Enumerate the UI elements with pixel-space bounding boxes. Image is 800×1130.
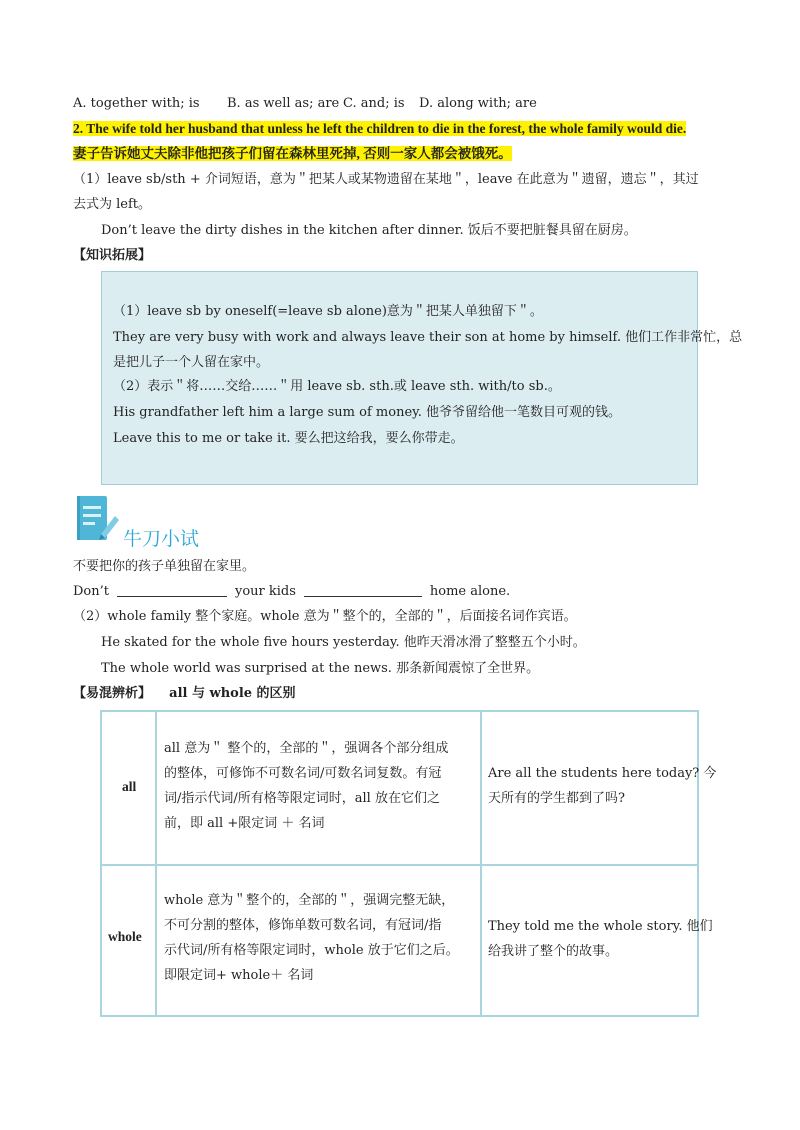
option-b: B. as well as; are <box>227 96 340 111</box>
expand-line-6: Leave this to me or take it. 要么把这给我，要么你带走。 <box>113 431 464 446</box>
option-d: D. along with; are <box>419 96 537 111</box>
fill-text-mid: your kids <box>234 584 296 599</box>
expand-line-5: His grandfather left him a large sum of money. 他爷爷留给他一笔数目可观的钱。 <box>113 405 622 420</box>
row-example-all: Are all the students here today? 今 天所有的学生都到了吗? <box>488 766 717 806</box>
option-a: A. together with; is <box>73 96 200 111</box>
point-2-example-1: He skated for the whole five hours yesterday. 他昨天滑冰滑了整整五个小时。 <box>101 635 586 650</box>
expand-line-1: （1）leave sb by oneself(=leave sb alone)意为＂把某人单独留下＂。 <box>113 304 543 319</box>
point-1-line-1: （1）leave sb/sth + 介词短语，意为＂把某人或某物遗留在某地＂，leave 在此意为＂遗留，遗忘＂，其过 <box>73 172 699 187</box>
expand-line-2: They are very busy with work and always leave their son at home by himself. 他们工作非常忙，总 <box>113 330 743 345</box>
option-c: C. and; is <box>343 96 405 111</box>
niudao-prompt: 不要把你的孩子单独留在家里。 <box>73 559 256 574</box>
table-divider <box>102 864 697 866</box>
expand-line-3: 是把儿子一个人留在家中。 <box>113 355 270 370</box>
row-word-whole: whole <box>108 929 142 944</box>
fill-text-end: home alone. <box>429 584 511 599</box>
compare-topic: all 与 whole 的区别 <box>169 686 296 701</box>
row-desc-whole: whole 意为＂整个的，全部的＂，强调完整无缺， 不可分割的整体，修饰单数可数名词，有冠词/指 示代词/所有格等限定词时，whole 放于它们之后。 即限定词+ whole＋ 名词 <box>164 893 459 983</box>
expand-line-4: （2）表示＂将……交给……＂用 leave sb. sth.或 leave sth. with/to sb.。 <box>113 379 561 394</box>
row-example-whole: They told me the whole story. 他们 给我讲了整个的故事。 <box>488 919 713 959</box>
question-2-english: 2. The wife told her husband that unless he left the children to die in the forest, the whole family would die. <box>73 121 687 136</box>
fill-blank-1[interactable] <box>117 583 227 597</box>
options-line <box>73 95 573 113</box>
fill-blank-2[interactable] <box>304 583 422 597</box>
row-desc-all: all 意为＂ 整个的，全部的＂，强调各个部分组成 的整体，可修饰不可数名词/可数名词复数。有冠 词/指示代词/所有格等限定词时，all 放在它们之 前，即 all +限定词 ＋ 名词 <box>164 741 449 831</box>
expand-box <box>101 271 743 485</box>
compare-header-line <box>73 685 296 703</box>
niudao-fill-line <box>73 583 510 601</box>
point-2-example-2: The whole world was surprised at the news. 那条新闻震惊了全世界。 <box>101 661 540 676</box>
niudao-title: 牛刀小试 <box>123 528 200 550</box>
compare-table <box>100 710 717 1017</box>
point-1-example: Don’t leave the dirty dishes in the kitchen after dinner. 饭后不要把脏餐具留在厨房。 <box>101 223 637 238</box>
notepad-pencil-icon <box>75 494 119 544</box>
expand-header: 【知识拓展】 <box>73 248 152 263</box>
compare-header: 【易混辨析】 <box>73 686 152 701</box>
fill-text-start: Don’t <box>73 584 109 599</box>
row-word-all: all <box>122 779 137 794</box>
point-2-line-1: （2）whole family 整个家庭。whole 意为＂整个的，全部的＂，后面接名词作宾语。 <box>73 609 577 624</box>
question-2-chinese: 妻子告诉她丈夫除非他把孩子们留在森林里死掉, 否则一家人都会被饿死。 <box>73 146 512 161</box>
point-1-line-2: 去式为 left。 <box>73 197 152 212</box>
